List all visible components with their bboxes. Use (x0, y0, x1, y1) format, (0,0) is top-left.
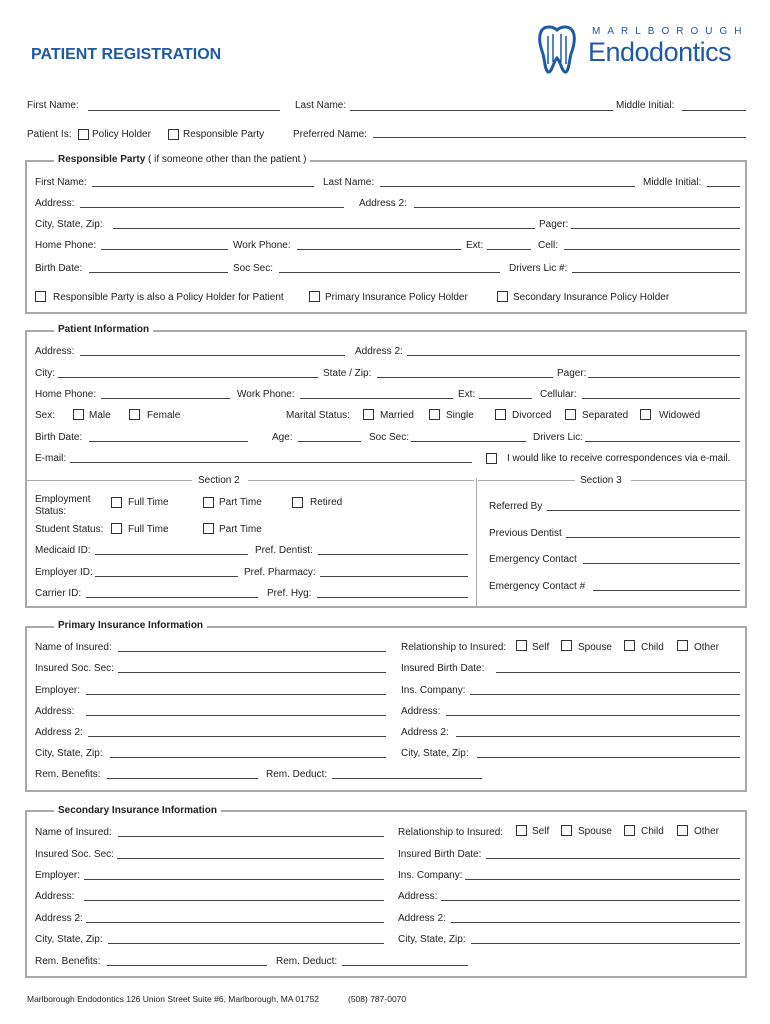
footer-address: Marlborough Endodontics 126 Union Street Suite #6, Marlborough, MA 01752 (27, 994, 320, 1004)
pi-address-label: Address: (35, 346, 75, 357)
pi-soc-sec-label: Soc Sec: (369, 432, 410, 443)
pr-insured-birth-field[interactable] (496, 672, 740, 673)
pi-female-label: Female (147, 410, 181, 421)
se-city-right-label: City, State, Zip: (398, 934, 466, 945)
pi-soc-sec-field[interactable] (411, 441, 526, 442)
preferred-name-label: Preferred Name: (293, 129, 367, 140)
pr-address-label: Address: (35, 706, 75, 717)
pi-email-label: E-mail: (35, 453, 67, 464)
rp-last-name-label: Last Name: (323, 177, 375, 188)
pr-address2-right-field[interactable] (456, 736, 740, 737)
pi-home-phone-label: Home Phone: (35, 389, 97, 400)
rp-first-name-label: First Name: (35, 177, 87, 188)
pi-birth-date-label: Birth Date: (35, 432, 83, 443)
se-child-label: Child (641, 826, 664, 837)
pr-insured-soc-label: Insured Soc. Sec: (35, 663, 114, 674)
emergency-contact-num-label: Emergency Contact # (489, 581, 586, 592)
rp-city-field[interactable] (113, 228, 535, 229)
stu-full-time-label: Full Time (128, 524, 169, 535)
pi-pager-label: Pager: (557, 368, 587, 379)
emp-full-time-checkbox[interactable] (111, 497, 122, 508)
se-self-label: Self (532, 826, 550, 837)
patient-information-legend (54, 324, 153, 336)
rp-ext-label: Ext: (466, 240, 484, 251)
responsible-party-label: Responsible Party (183, 129, 265, 140)
emergency-contact-label: Emergency Contact (489, 554, 577, 565)
logo (536, 24, 749, 76)
pi-male-checkbox[interactable] (73, 409, 84, 420)
rp-drivers-lic-label: Drivers Lic #: (509, 263, 568, 274)
se-address2-right-field[interactable] (451, 922, 740, 923)
emp-retired-label: Retired (310, 497, 343, 508)
pr-insured-soc-field[interactable] (118, 672, 386, 673)
rp-pager-field[interactable] (571, 228, 740, 229)
pr-city-right-field[interactable] (477, 757, 740, 758)
pr-employer-label: Employer: (35, 685, 81, 696)
pi-cellular-field[interactable] (582, 398, 740, 399)
referred-by-field[interactable] (547, 510, 740, 511)
pr-ins-company-field[interactable] (470, 694, 740, 695)
pi-male-label: Male (89, 410, 111, 421)
rp-secondary-holder-checkbox[interactable] (497, 291, 508, 302)
previous-dentist-field[interactable] (566, 537, 740, 538)
se-insured-birth-label: Insured Birth Date: (398, 849, 482, 860)
responsible-party-legend-title: Responsible Party (58, 154, 146, 165)
rp-soc-sec-field[interactable] (279, 272, 500, 273)
pi-ext-field[interactable] (479, 398, 532, 399)
pi-divorced-label: Divorced (512, 410, 552, 421)
pi-address2-label: Address 2: (355, 346, 403, 357)
se-other-label: Other (694, 826, 720, 837)
pi-single-checkbox[interactable] (429, 409, 440, 420)
se-city-label: City, State, Zip: (35, 934, 103, 945)
rp-home-phone-label: Home Phone: (35, 240, 97, 251)
pi-cellular-label: Cellular: (540, 389, 577, 400)
se-rem-benefits-label: Rem. Benefits: (35, 956, 101, 967)
pi-work-phone-field[interactable] (300, 398, 453, 399)
pr-rem-benefits-field[interactable] (107, 778, 258, 779)
first-name-label: First Name: (27, 100, 79, 111)
rp-primary-holder-label: Primary Insurance Policy Holder (325, 292, 468, 303)
pr-city-label: City, State, Zip: (35, 748, 103, 759)
pr-rem-deduct-field[interactable] (332, 778, 482, 779)
pi-drivers-lic-field[interactable] (585, 441, 740, 442)
se-city-right-field[interactable] (471, 943, 740, 944)
pr-city-field[interactable] (110, 757, 386, 758)
rp-also-policy-label: Responsible Party is also a Policy Holder for Patient (53, 292, 284, 303)
pr-address-right-label: Address: (401, 706, 441, 717)
policy-holder-label: Policy Holder (92, 129, 151, 140)
rp-city-label: City, State, Zip: (35, 219, 103, 230)
patient-is-label: Patient Is: (27, 129, 72, 140)
medicaid-id-field[interactable] (95, 554, 248, 555)
employment-status-label-line1: Employment (35, 494, 91, 505)
pr-self-checkbox[interactable] (516, 640, 527, 651)
se-address-right-field[interactable] (441, 900, 740, 901)
rp-first-name-field[interactable] (92, 186, 314, 187)
pref-hyg-field[interactable] (317, 597, 468, 598)
employment-status-label-line2: Status: (35, 506, 67, 517)
se-employer-label: Employer: (35, 870, 81, 881)
se-address2-right-label: Address 2: (398, 913, 446, 924)
se-city-field[interactable] (108, 943, 384, 944)
se-address-label: Address: (35, 891, 75, 902)
rp-home-phone-field[interactable] (101, 249, 228, 250)
tooth-logo-icon (536, 24, 578, 74)
secondary-insurance-legend-title: Secondary Insurance Information (58, 805, 217, 816)
pref-dentist-label: Pref. Dentist: (255, 545, 313, 556)
pi-marital-status-label: Marital Status: (286, 410, 350, 421)
emp-retired-checkbox[interactable] (292, 497, 303, 508)
rp-birth-date-field[interactable] (89, 272, 228, 273)
footer-phone: (508) 787-0070 (348, 994, 407, 1004)
se-rem-deduct-label: Rem. Deduct: (276, 956, 338, 967)
pr-spouse-checkbox[interactable] (561, 640, 572, 651)
section3-right-rule (631, 480, 745, 481)
responsible-party-legend (54, 154, 310, 166)
pr-address2-label: Address 2: (35, 727, 83, 738)
pi-birth-date-field[interactable] (89, 441, 248, 442)
pi-ext-label: Ext: (458, 389, 476, 400)
pr-address-field[interactable] (86, 715, 386, 716)
referred-by-label: Referred By (489, 501, 543, 512)
pi-email-field[interactable] (70, 462, 472, 463)
carrier-id-label: Carrier ID: (35, 588, 82, 599)
rp-soc-sec-label: Soc Sec: (233, 263, 274, 274)
pr-self-label: Self (532, 642, 550, 653)
rp-cell-label: Cell: (538, 240, 559, 251)
pi-married-label: Married (380, 410, 414, 421)
rp-cell-field[interactable] (564, 249, 740, 250)
rp-work-phone-field[interactable] (297, 249, 461, 250)
pr-other-label: Other (694, 642, 720, 653)
section2-right-rule (248, 480, 474, 481)
section-divider (476, 478, 477, 607)
se-spouse-checkbox[interactable] (561, 825, 572, 836)
pi-widowed-label: Widowed (659, 410, 701, 421)
se-rem-deduct-field[interactable] (342, 965, 468, 966)
pr-name-insured-field[interactable] (118, 651, 386, 652)
section2-label: Section 2 (198, 475, 240, 486)
pi-single-label: Single (446, 410, 474, 421)
section3-left-rule (478, 480, 575, 481)
secondary-insurance-legend (54, 805, 221, 817)
patient-information-section (25, 330, 747, 608)
se-other-checkbox[interactable] (677, 825, 688, 836)
pr-rem-benefits-label: Rem. Benefits: (35, 769, 101, 780)
se-address-right-label: Address: (398, 891, 438, 902)
pr-rem-deduct-label: Rem. Deduct: (266, 769, 328, 780)
patient-information-legend-title: Patient Information (58, 324, 150, 335)
pr-spouse-label: Spouse (578, 642, 612, 653)
se-spouse-label: Spouse (578, 826, 612, 837)
pref-pharmacy-field[interactable] (320, 576, 468, 577)
section3-label: Section 3 (580, 475, 622, 486)
rp-middle-initial-field[interactable] (707, 186, 740, 187)
page-title: PATIENT REGISTRATION (31, 46, 222, 63)
se-insured-soc-field[interactable] (117, 858, 384, 859)
logo-top-text: MARLBOROUGH (592, 26, 749, 37)
rp-secondary-holder-label: Secondary Insurance Policy Holder (513, 292, 670, 303)
pi-city-field[interactable] (58, 377, 318, 378)
rp-drivers-lic-field[interactable] (572, 272, 740, 273)
middle-initial-field[interactable] (682, 110, 746, 111)
rp-middle-initial-label: Middle Initial: (643, 177, 702, 188)
pi-email-consent-label: I would like to receive correspondences via e-mail. (507, 453, 731, 464)
se-rem-benefits-field[interactable] (107, 965, 267, 966)
pr-name-insured-label: Name of Insured: (35, 642, 112, 653)
pi-widowed-checkbox[interactable] (640, 409, 651, 420)
pref-pharmacy-label: Pref. Pharmacy: (244, 567, 316, 578)
preferred-name-field[interactable] (373, 137, 746, 138)
pi-pager-field[interactable] (588, 377, 740, 378)
se-self-checkbox[interactable] (516, 825, 527, 836)
pi-work-phone-label: Work Phone: (237, 389, 295, 400)
se-address-field[interactable] (84, 900, 384, 901)
pr-child-checkbox[interactable] (624, 640, 635, 651)
policy-holder-checkbox[interactable] (78, 129, 89, 140)
se-child-checkbox[interactable] (624, 825, 635, 836)
pi-city-label: City: (35, 368, 55, 379)
se-employer-field[interactable] (84, 879, 384, 880)
pref-dentist-field[interactable] (318, 554, 468, 555)
responsible-party-section (25, 160, 747, 314)
rp-pager-label: Pager: (539, 219, 569, 230)
pi-email-consent-checkbox[interactable] (486, 453, 497, 464)
pi-state-zip-field[interactable] (377, 377, 553, 378)
pr-employer-field[interactable] (86, 694, 386, 695)
pr-city-right-label: City, State, Zip: (401, 748, 469, 759)
rp-address-label: Address: (35, 198, 75, 209)
pi-sex-label: Sex: (35, 410, 56, 421)
se-relationship-label: Relationship to Insured: (398, 827, 504, 838)
pr-insured-birth-label: Insured Birth Date: (401, 663, 485, 674)
last-name-label: Last Name: (295, 100, 347, 111)
responsible-party-checkbox[interactable] (168, 129, 179, 140)
pr-address2-field[interactable] (88, 736, 386, 737)
pr-address-right-field[interactable] (446, 715, 740, 716)
carrier-id-field[interactable] (86, 597, 258, 598)
primary-insurance-legend-title: Primary Insurance Information (58, 620, 204, 631)
se-name-insured-field[interactable] (118, 836, 384, 837)
se-insured-soc-label: Insured Soc. Sec: (35, 849, 114, 860)
previous-dentist-label: Previous Dentist (489, 528, 562, 539)
section2-left-rule (27, 480, 192, 481)
emp-part-time-checkbox[interactable] (203, 497, 214, 508)
rp-ext-field[interactable] (487, 249, 531, 250)
se-address2-label: Address 2: (35, 913, 83, 924)
pi-address2-field[interactable] (407, 355, 740, 356)
pr-other-checkbox[interactable] (677, 640, 688, 651)
rp-primary-holder-checkbox[interactable] (309, 291, 320, 302)
responsible-party-legend-note: ( if someone other than the patient ) (148, 154, 307, 165)
pi-separated-label: Separated (582, 410, 629, 421)
pi-home-phone-field[interactable] (101, 398, 230, 399)
pi-state-zip-label: State / Zip: (323, 368, 372, 379)
student-status-label: Student Status: (35, 524, 104, 535)
pi-divorced-checkbox[interactable] (495, 409, 506, 420)
employer-id-label: Employer ID: (35, 567, 93, 578)
pi-married-checkbox[interactable] (363, 409, 374, 420)
pi-address-field[interactable] (80, 355, 345, 356)
rp-address2-field[interactable] (414, 207, 740, 208)
stu-part-time-label: Part Time (219, 524, 262, 535)
pi-female-checkbox[interactable] (129, 409, 140, 420)
primary-insurance-legend (54, 620, 207, 632)
medicaid-id-label: Medicaid ID: (35, 545, 91, 556)
first-name-field[interactable] (88, 110, 280, 111)
se-name-insured-label: Name of Insured: (35, 827, 112, 838)
middle-initial-label: Middle Initial: (616, 100, 675, 111)
pi-drivers-lic-label: Drivers Lic: (533, 432, 584, 443)
rp-address2-label: Address 2: (359, 198, 407, 209)
pr-child-label: Child (641, 642, 664, 653)
emp-part-time-label: Part Time (219, 497, 262, 508)
stu-full-time-checkbox[interactable] (111, 523, 122, 534)
pr-relationship-label: Relationship to Insured: (401, 642, 507, 653)
employer-id-field[interactable] (95, 576, 238, 577)
pr-ins-company-label: Ins. Company: (401, 685, 466, 696)
se-insured-birth-field[interactable] (486, 858, 740, 859)
pref-hyg-label: Pref. Hyg: (267, 588, 312, 599)
emp-full-time-label: Full Time (128, 497, 169, 508)
rp-address-field[interactable] (80, 207, 344, 208)
rp-also-policy-checkbox[interactable] (35, 291, 46, 302)
se-address2-field[interactable] (86, 922, 384, 923)
stu-part-time-checkbox[interactable] (203, 523, 214, 534)
last-name-field[interactable] (350, 110, 613, 111)
rp-work-phone-label: Work Phone: (233, 240, 291, 251)
pi-age-label: Age: (272, 432, 293, 443)
pi-separated-checkbox[interactable] (565, 409, 576, 420)
pi-age-field[interactable] (298, 441, 361, 442)
logo-main-text: Endodontics (588, 37, 732, 67)
pr-address2-right-label: Address 2: (401, 727, 449, 738)
se-ins-company-label: Ins. Company: (398, 870, 463, 881)
rp-last-name-field[interactable] (380, 186, 635, 187)
emergency-contact-field[interactable] (583, 563, 740, 564)
rp-birth-date-label: Birth Date: (35, 263, 83, 274)
se-ins-company-field[interactable] (465, 879, 740, 880)
emergency-contact-num-field[interactable] (593, 590, 740, 591)
